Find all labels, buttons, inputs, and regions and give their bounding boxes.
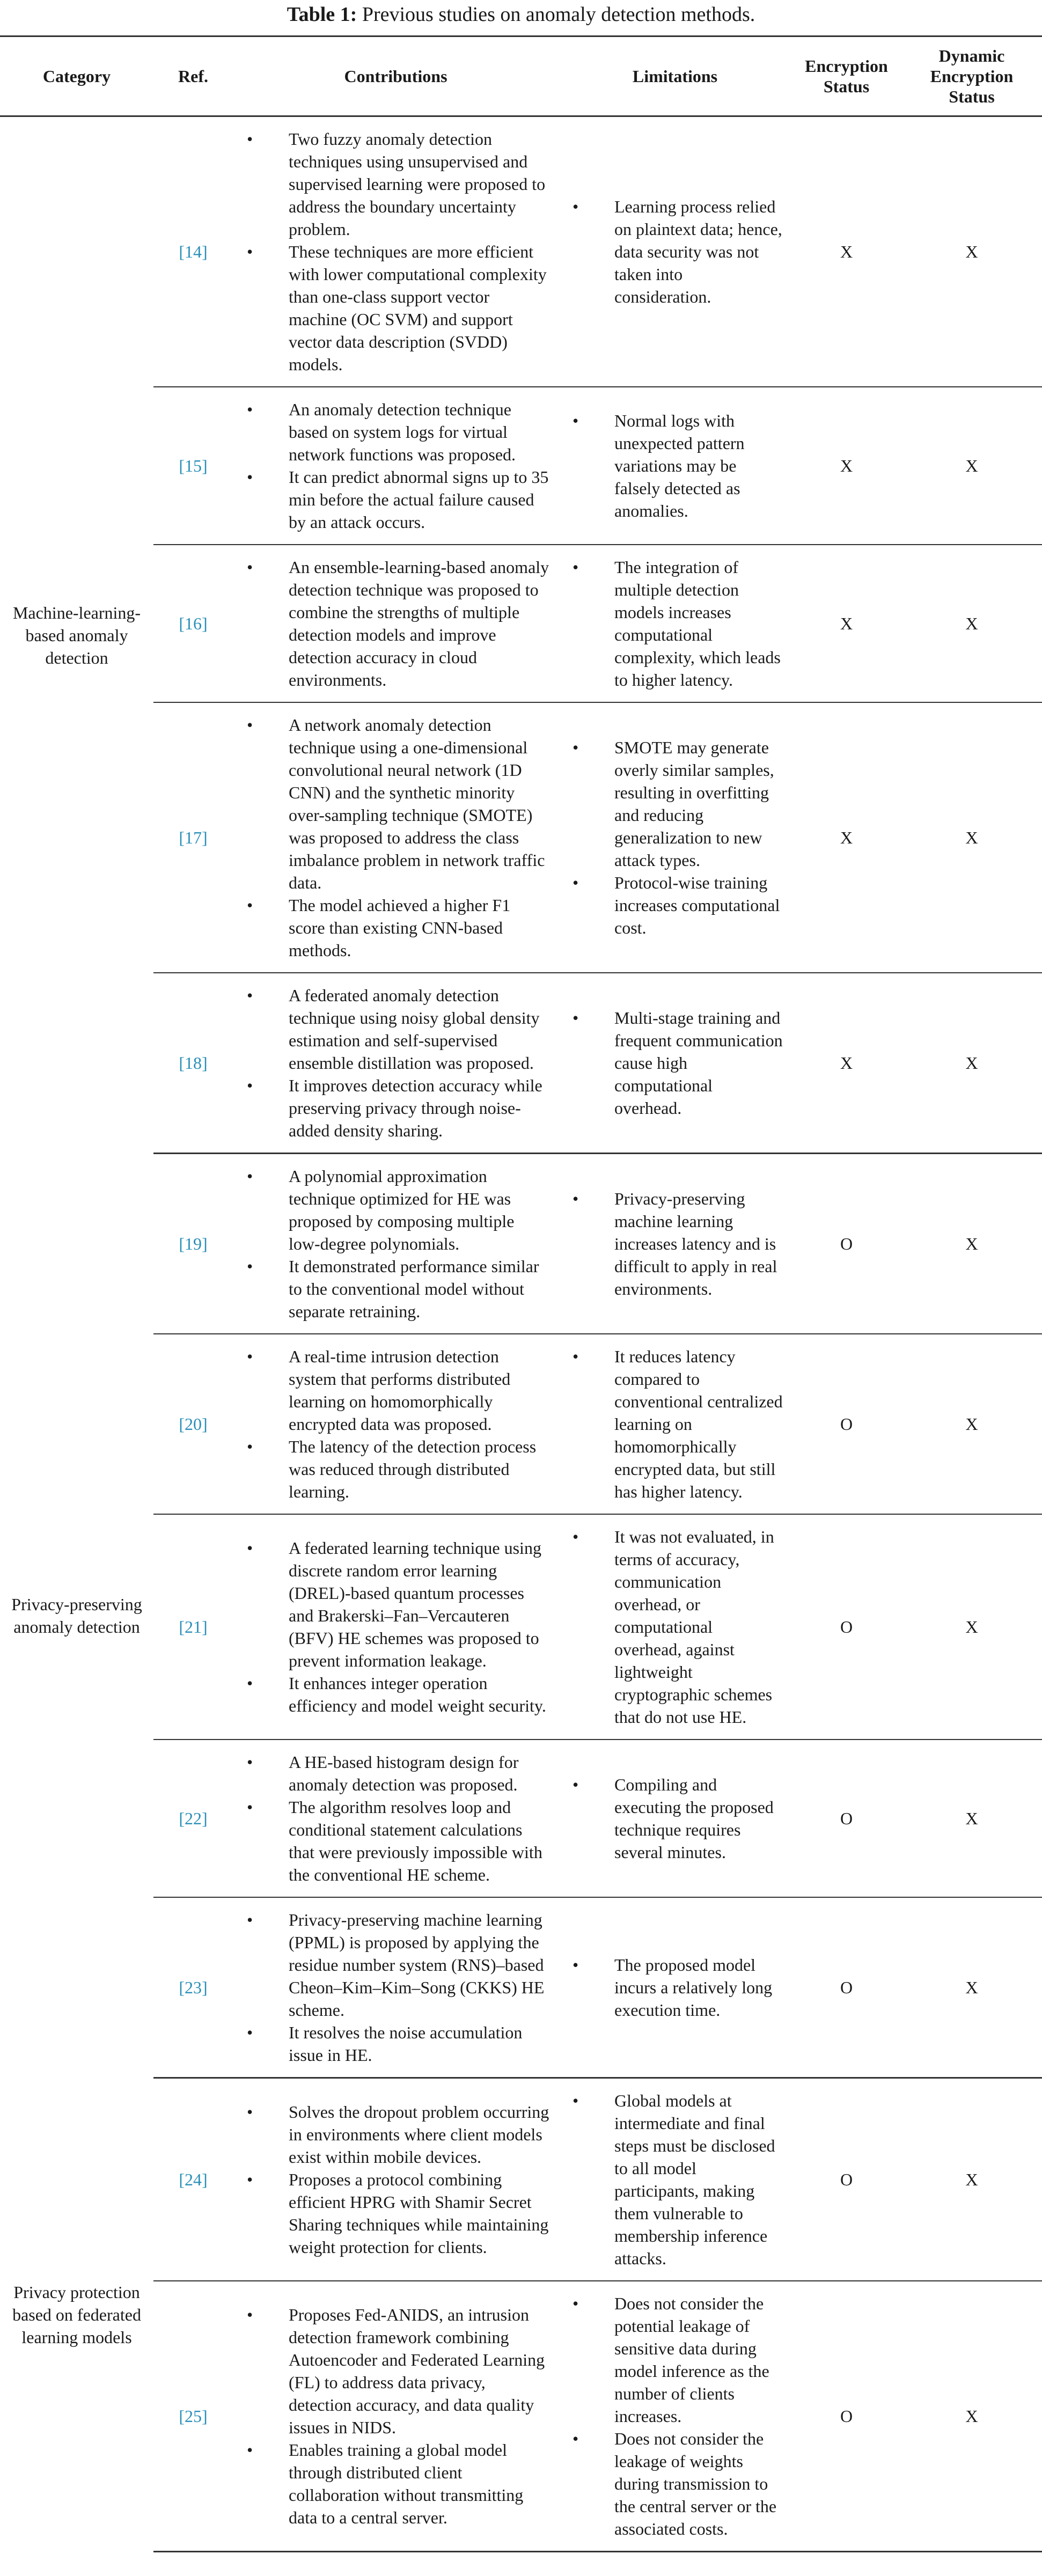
dynamic-encryption-status-cell: X [901, 2078, 1042, 2281]
contribution-item: • It demonstrated performance similar to the conventional model without separate retraining. [289, 1255, 550, 1323]
studies-table [0, 35, 1042, 2552]
encryption-status-cell: X [791, 545, 901, 702]
table-row [0, 1897, 1042, 2078]
limitations-cell [559, 1154, 791, 1334]
encryption-status-cell: O [791, 2078, 901, 2281]
contributions-cell [233, 2078, 559, 2281]
contribution-list [241, 128, 550, 376]
contribution-item: • A network anomaly detection technique using a one-dimensional convolutional neural network (1D CNN) and the synthetic minority over-sampling technique (SMOTE) was proposed to address the class imbalance problem in network traffic data. [289, 714, 550, 894]
encryption-status-cell: O [791, 1897, 901, 2078]
contribution-list [241, 1165, 550, 1323]
ref-link[interactable]: [20] [153, 1334, 233, 1514]
dynamic-encryption-status-cell: X [901, 702, 1042, 973]
ref-link[interactable]: [19] [153, 1154, 233, 1334]
table-row [0, 1740, 1042, 1897]
limitation-list [567, 736, 783, 939]
table-row [0, 973, 1042, 1154]
header-limitations: Limitations [559, 36, 791, 116]
contribution-item: • It enhances integer operation efficiency and model weight security. [289, 1672, 550, 1717]
limitation-list [567, 1525, 783, 1728]
limitation-item: • It reduces latency compared to conventional centralized learning on homomorphically encrypted data, but still has higher latency. [614, 1345, 783, 1503]
dynamic-encryption-status-cell: X [901, 2281, 1042, 2552]
contribution-item: • A federated learning technique using discrete random error learning (DREL)-based quantum processes and Brakerski–Fan–Vercauteren (BFV) HE schemes was proposed to prevent information leakage. [289, 1537, 550, 1672]
ref-link[interactable]: [14] [153, 116, 233, 387]
contribution-item: • It resolves the noise accumulation issue in HE. [289, 2021, 550, 2066]
contributions-cell [233, 1514, 559, 1740]
contributions-cell [233, 973, 559, 1154]
contributions-cell [233, 1154, 559, 1334]
limitations-cell [559, 2078, 791, 2281]
limitations-cell [559, 1740, 791, 1897]
encryption-status-cell: X [791, 973, 901, 1154]
contributions-cell [233, 1740, 559, 1897]
limitations-cell [559, 545, 791, 702]
limitation-item: • Learning process relied on plaintext data; hence, data security was not taken into consideration. [614, 195, 783, 308]
limitation-list [567, 2089, 783, 2270]
encryption-status-cell: X [791, 702, 901, 973]
limitation-item: • The integration of multiple detection models increases computational complexity, which leads to higher latency. [614, 556, 783, 691]
table-caption-label: Table 1: [287, 3, 357, 26]
contribution-list [241, 984, 550, 1142]
contribution-item: • Two fuzzy anomaly detection techniques using unsupervised and supervised learning were proposed to address the boundary uncertainty problem. [289, 128, 550, 240]
limitations-cell [559, 1897, 791, 2078]
contribution-item: • A HE-based histogram design for anomaly detection was proposed. [289, 1751, 550, 1796]
ref-link[interactable]: [22] [153, 1740, 233, 1897]
contribution-item: • It improves detection accuracy while preserving privacy through noise-added density sharing. [289, 1074, 550, 1142]
contribution-item: • The latency of the detection process was reduced through distributed learning. [289, 1435, 550, 1503]
contributions-cell [233, 1334, 559, 1514]
contribution-list [241, 556, 550, 691]
dynamic-encryption-status-cell: X [901, 387, 1042, 545]
ref-link[interactable]: [21] [153, 1514, 233, 1740]
limitation-item: • The proposed model incurs a relatively long execution time. [614, 1954, 783, 2021]
limitation-list [567, 409, 783, 522]
limitation-item: • It was not evaluated, in terms of accuracy, communication overhead, or computational overhead, against lightweight cryptographic schemes that do not use HE. [614, 1525, 783, 1728]
limitations-cell [559, 1514, 791, 1740]
contribution-item: • These techniques are more efficient with lower computational complexity than one-class support vector machine (OC SVM) and support vector data description (SVDD) models. [289, 240, 550, 376]
contribution-item: • Enables training a global model through distributed client collaboration without transmitting data to a central server. [289, 2439, 550, 2529]
table-row [0, 1334, 1042, 1514]
table-row [0, 1514, 1042, 1740]
ref-link[interactable]: [24] [153, 2078, 233, 2281]
table-row [0, 2281, 1042, 2552]
encryption-status-cell: O [791, 1514, 901, 1740]
contribution-item: • Solves the dropout problem occurring in environments where client models exist within mobile devices. [289, 2101, 550, 2168]
limitations-cell [559, 2281, 791, 2552]
limitations-cell [559, 116, 791, 387]
limitation-item: • Global models at intermediate and final steps must be disclosed to all model participants, making them vulnerable to membership inference attacks. [614, 2089, 783, 2270]
contribution-item: • A real-time intrusion detection system that performs distributed learning on homomorphically encrypted data was proposed. [289, 1345, 550, 1435]
encryption-status-cell: O [791, 1740, 901, 1897]
limitations-cell [559, 702, 791, 973]
category-cell: Privacy-preserving anomaly detection [11, 1595, 142, 1636]
header-dynamic-encryption-status: Dynamic Encryption Status [901, 36, 1042, 116]
header-contributions: Contributions [233, 36, 559, 116]
header-encryption-status: Encryption Status [791, 36, 901, 116]
table-row [0, 2078, 1042, 2281]
limitation-item: • Protocol-wise training increases computational cost. [614, 871, 783, 939]
dynamic-encryption-status-cell: X [901, 545, 1042, 702]
limitation-item: • Normal logs with unexpected pattern variations may be falsely detected as anomalies. [614, 409, 783, 522]
contribution-item: • The model achieved a higher F1 score than existing CNN-based methods. [289, 894, 550, 962]
limitation-item: • Privacy-preserving machine learning increases latency and is difficult to apply in real environments. [614, 1187, 783, 1300]
contribution-list [241, 1345, 550, 1503]
category-cell: Privacy protection based on federated learning models [12, 2283, 141, 2347]
contribution-item: • Privacy-preserving machine learning (PPML) is proposed by applying the residue number system (RNS)–based Cheon–Kim–Kim–Song (CKKS) HE scheme. [289, 1909, 550, 2021]
limitation-list [567, 556, 783, 691]
contribution-item: • An ensemble-learning-based anomaly detection technique was proposed to combine the strengths of multiple detection models and improve detection accuracy in cloud environments. [289, 556, 550, 691]
ref-link[interactable]: [18] [153, 973, 233, 1154]
contributions-cell [233, 116, 559, 387]
table-caption [0, 0, 1042, 35]
contribution-list [241, 1909, 550, 2066]
table-row [0, 1154, 1042, 1334]
dynamic-encryption-status-cell: X [901, 973, 1042, 1154]
ref-link[interactable]: [25] [153, 2281, 233, 2552]
table-caption-text: Previous studies on anomaly detection methods. [362, 3, 755, 26]
ref-link[interactable]: [23] [153, 1897, 233, 2078]
table-row [0, 702, 1042, 973]
contribution-item: • A federated anomaly detection technique using noisy global density estimation and self-supervised ensemble distillation was proposed. [289, 984, 550, 1074]
table-row [0, 545, 1042, 702]
contribution-item: • Proposes a protocol combining efficient HPRG with Shamir Secret Sharing techniques while maintaining weight protection for clients. [289, 2168, 550, 2258]
limitations-cell [559, 387, 791, 545]
contributions-cell [233, 387, 559, 545]
contribution-list [241, 2101, 550, 2258]
limitation-item: • Compiling and executing the proposed technique requires several minutes. [614, 1773, 783, 1863]
header-ref: Ref. [153, 36, 233, 116]
contribution-list [241, 2303, 550, 2529]
contribution-item: • It can predict abnormal signs up to 35 min before the actual failure caused by an attack occurs. [289, 466, 550, 533]
contribution-list [241, 1537, 550, 1717]
contributions-cell [233, 545, 559, 702]
ref-link[interactable]: [16] [153, 545, 233, 702]
ref-link[interactable]: [15] [153, 387, 233, 545]
contribution-item: • Proposes Fed-ANIDS, an intrusion detection framework combining Autoencoder and Federated Learning (FL) to address data privacy, detection accuracy, and data quality issues in NIDS. [289, 2303, 550, 2439]
contributions-cell [233, 2281, 559, 2552]
limitation-item: • Multi-stage training and frequent communication cause high computational overhead. [614, 1007, 783, 1119]
contribution-item: • A polynomial approximation technique optimized for HE was proposed by composing multiple low-degree polynomials. [289, 1165, 550, 1255]
contribution-item: • The algorithm resolves loop and conditional statement calculations that were previously impossible with the conventional HE scheme. [289, 1796, 550, 1886]
encryption-status-cell: O [791, 1334, 901, 1514]
contribution-list [241, 398, 550, 533]
dynamic-encryption-status-cell: X [901, 1334, 1042, 1514]
dynamic-encryption-status-cell: X [901, 1154, 1042, 1334]
encryption-status-cell: O [791, 1154, 901, 1334]
limitation-list [567, 1773, 783, 1863]
table-row [0, 387, 1042, 545]
limitation-item: • Does not consider the leakage of weights during transmission to the central server or the associated costs. [614, 2427, 783, 2540]
dynamic-encryption-status-cell: X [901, 1514, 1042, 1740]
dynamic-encryption-status-cell: X [901, 1740, 1042, 1897]
limitation-list [567, 1954, 783, 2021]
limitation-item: • SMOTE may generate overly similar samples, resulting in overfitting and reducing generalization to new attack types. [614, 736, 783, 871]
table-body [0, 116, 1042, 2552]
dynamic-encryption-status-cell: X [901, 116, 1042, 387]
limitation-list [567, 1187, 783, 1300]
limitations-cell [559, 973, 791, 1154]
table-header [0, 36, 1042, 116]
limitations-cell [559, 1334, 791, 1514]
limitation-item: • Does not consider the potential leakage of sensitive data during model inference as the number of clients increases. [614, 2292, 783, 2427]
contribution-item: • An anomaly detection technique based on system logs for virtual network functions was proposed. [289, 398, 550, 466]
table-row [0, 116, 1042, 387]
limitation-list [567, 1345, 783, 1503]
ref-link[interactable]: [17] [153, 702, 233, 973]
contributions-cell [233, 702, 559, 973]
limitation-list [567, 195, 783, 308]
limitation-list [567, 2292, 783, 2540]
category-cell: Machine-learning-based anomaly detection [12, 603, 141, 667]
header-category: Category [0, 36, 153, 116]
encryption-status-cell: X [791, 116, 901, 387]
limitation-list [567, 1007, 783, 1119]
contribution-list [241, 1751, 550, 1886]
dynamic-encryption-status-cell: X [901, 1897, 1042, 2078]
encryption-status-cell: X [791, 387, 901, 545]
contributions-cell [233, 1897, 559, 2078]
encryption-status-cell: O [791, 2281, 901, 2552]
contribution-list [241, 714, 550, 962]
